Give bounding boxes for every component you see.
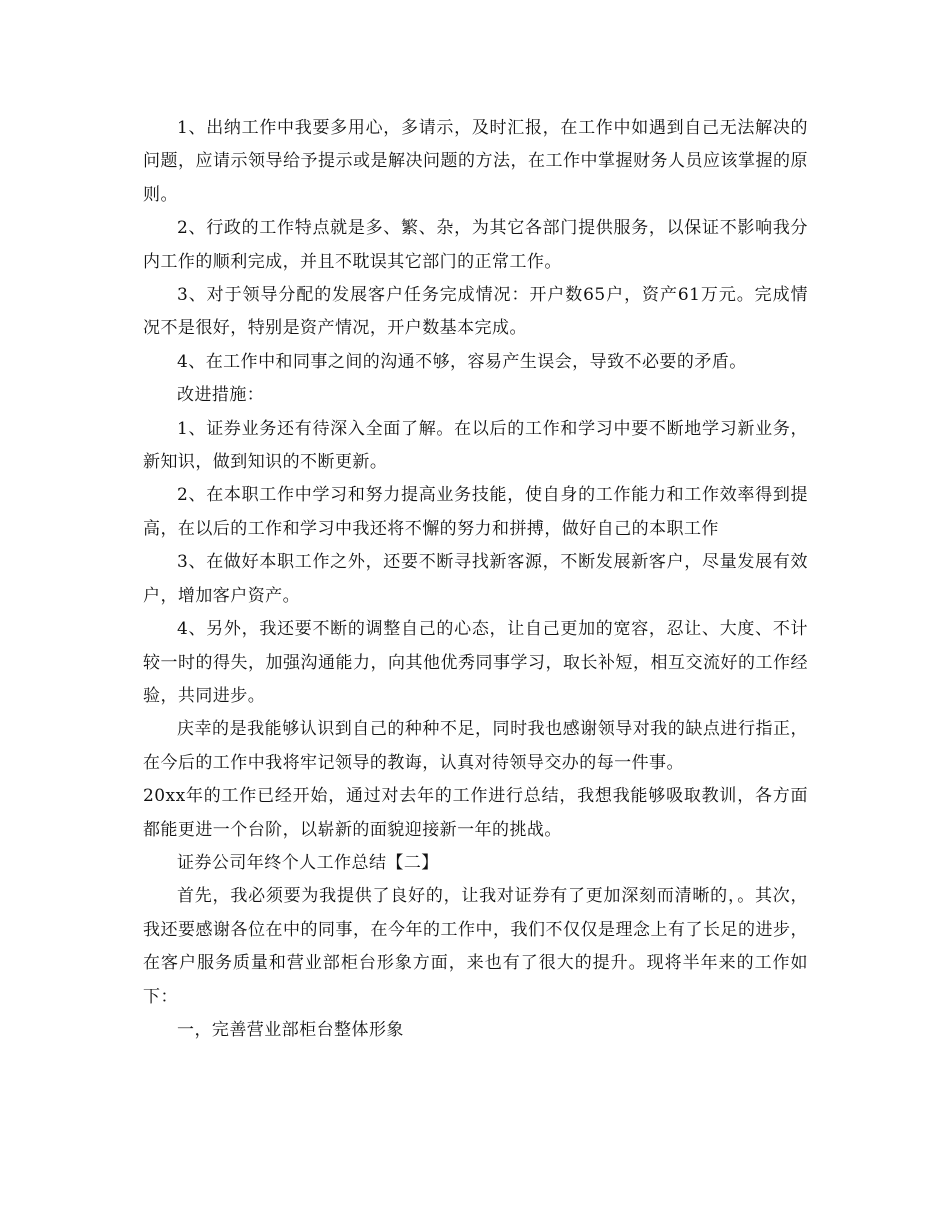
paragraph-improvement-heading: 改进措施： <box>177 385 265 406</box>
paragraph-cashier-improvement: 1、出纳工作中我要多用心，多请示，及时汇报，在工作中如遇到自己无法解决的问题，应请示领导给予提示或是解决问题的方法，在工作中掌握财务人员应该掌握的原则。 <box>143 118 808 205</box>
paragraph-communication: 4、在工作中和同事之间的沟通不够，容易产生误会，导致不必要的矛盾。 <box>177 351 747 372</box>
paragraph-skills: 2、在本职工作中学习和努力提高业务技能，使自身的工作能力和工作效率得到提高，在以后的工作和学习中我还将不懈的努力和拼搏，做好自己的本职工作 <box>143 485 808 539</box>
subheading-counter-image: 一，完善营业部柜台整体形象 <box>177 1019 404 1040</box>
paragraph-securities-knowledge: 1、证券业务还有待深入全面了解。在以后的工作和学习中要不断地学习新业务，新知识，做到知识的不断更新。 <box>143 418 808 473</box>
paragraph-new-clients: 3、在做好本职工作之外，还要不断寻找新客源，不断发展新客户，尽量发展有效户，增加客户资产。 <box>143 552 808 606</box>
paragraph-attitude: 4、另外，我还要不断的调整自己的心态，让自己更加的宽容，忍让、大度、不计较一时的得失，加强沟通能力，向其他优秀同事学习，取长补短，相互交流好的工作经验，共同进步。 <box>143 619 808 706</box>
paragraph-admin-work: 2、行政的工作特点就是多、繁、杂，为其它各部门提供服务，以保证不影响我分内工作的顺利完成，并且不耽误其它部门的正常工作。 <box>143 218 808 272</box>
document-body <box>143 112 808 1047</box>
paragraph-gratitude: 庆幸的是我能够认识到自己的种种不足，同时我也感谢领导对我的缺点进行指正，在今后的工作中我将牢记领导的教诲，认真对待领导交办的每一件事。 <box>143 719 808 773</box>
paragraph-client-task: 3、对于领导分配的发展客户任务完成情况：开户数65户，资产61万元。完成情况不是很好，特别是资产情况，开户数基本完成。 <box>143 285 808 339</box>
paragraph-new-year: 20xx年的工作已经开始，通过对去年的工作进行总结，我想我能够吸取教训，各方面都能更进一个台阶，以崭新的面貌迎接新一年的挑战。 <box>143 786 808 840</box>
paragraph-intro-thanks: 首先，我必须要为我提供了良好的，让我对证券有了更加深刻而清晰的，。其次，我还要感谢各位在中的同事，在今年的工作中，我们不仅仅是理念上有了长足的进步，在客户服务质量和营业部柜台形象方面，来也有了很大的提升。现将半年来的工作如下： <box>143 886 808 1007</box>
section-title-part-two: 证券公司年终个人工作总结【二】 <box>177 852 439 873</box>
